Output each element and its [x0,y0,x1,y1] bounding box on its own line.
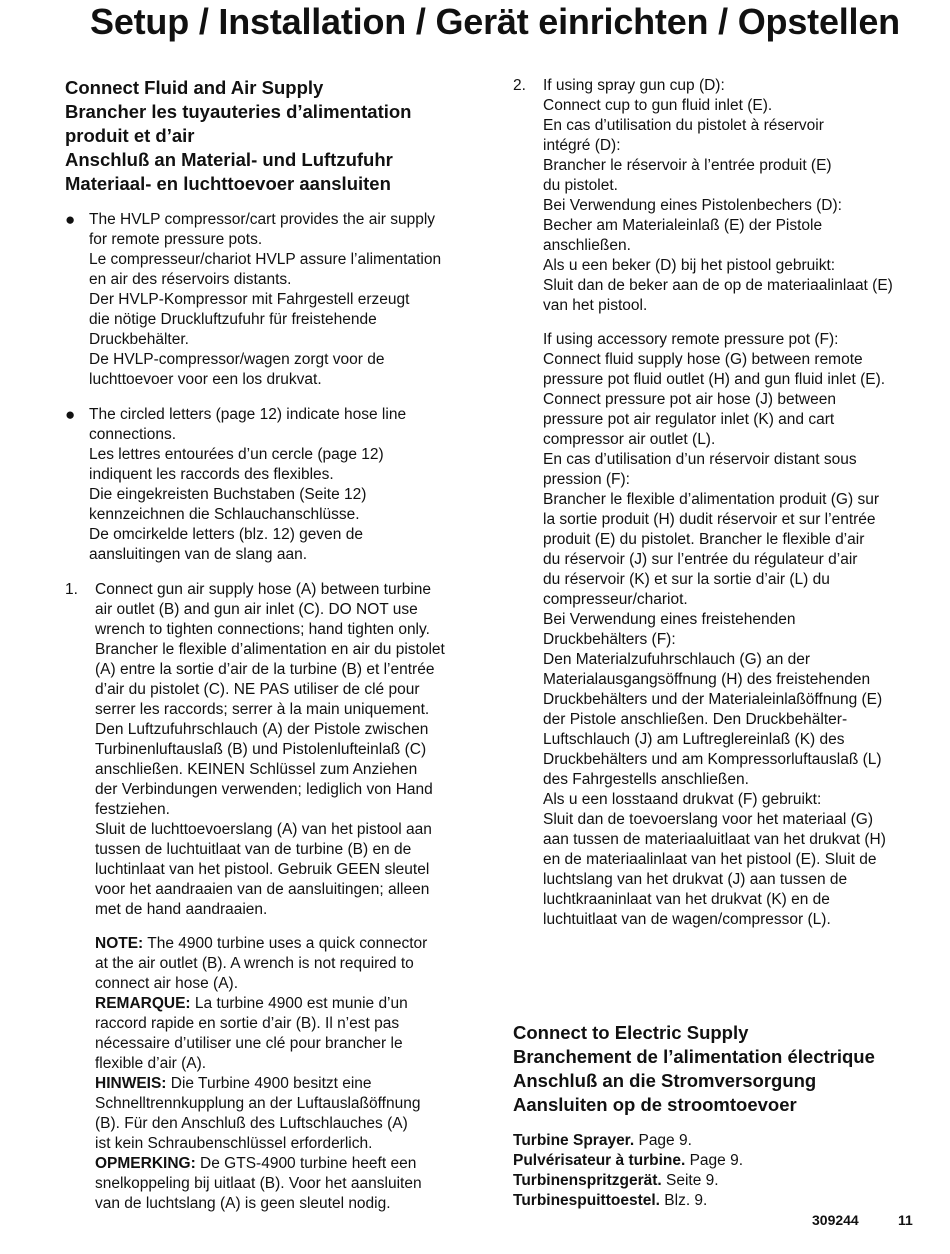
heading-line: Branchement de l’alimentation électrique [513,1046,875,1067]
text-line: snelkoppeling bij uitlaat (B). Voor het aansluiten [95,1175,422,1192]
text-line: pressure pot fluid outlet (H) and gun fluid inlet (E). [543,371,886,388]
text-line: Brancher le flexible d’alimentation en air du pistolet [95,641,445,658]
text-line: De omcirkelde letters (blz. 12) geven de [89,526,363,543]
text-line: If using spray gun cup (D): [543,77,725,94]
ref-label: Turbinespuittoestel. [513,1192,660,1209]
bullet-icon: ● [65,405,76,424]
text-line: Schnelltrennkupplung an der Luftauslaßöffnung [95,1095,421,1112]
note-label: OPMERKING: [95,1155,196,1172]
text-line: Le compresseur/chariot HVLP assure l’alimentation [89,251,442,268]
text-line: du pistolet. [543,177,618,194]
heading-line: Connect Fluid and Air Supply [65,77,324,98]
text-line: voor het aandraaien van de aansluitingen; alleen [95,881,430,898]
note-block [95,934,480,1214]
heading-line: Anschluß an die Stromversorgung [513,1070,817,1091]
text-line: Druckbehälters und am Kompressorluftauslaß (L) [543,751,882,768]
note-text: La turbine 4900 est munie d’un [190,995,408,1012]
text-line: luchtkraaninlaat van het drukvat (K) en de [543,891,830,908]
text-line: compresseur/chariot. [543,591,688,608]
bullet-item-circled-letters [65,405,480,565]
text-line: des Fahrgestells anschließen. [543,771,749,788]
text-line: serrer les raccords; serrer à la main uniquement. [95,701,430,718]
text-line: raccord rapide en sortie d’air (B). Il n’est pas [95,1015,400,1032]
text-line: compressor air outlet (L). [543,431,716,448]
text-line: en de materiaalinlaat van het pistool (E). Sluit de [543,851,877,868]
left-column [65,76,480,1228]
text-line: If using accessory remote pressure pot (F): [543,331,839,348]
text-line: The HVLP compressor/cart provides the air supply [89,211,436,228]
text-line: Les lettres entourées d’un cercle (page 12) [89,446,384,463]
heading-line: Brancher les tuyauteries d’alimentation [65,101,412,122]
text-line: Druckbehälters (F): [543,631,676,648]
ref-page: Page 9. [685,1152,744,1169]
heading-line: Materiaal- en luchttoevoer aansluiten [65,173,391,194]
text-line: luchtslang van het drukvat (J) aan tussen de [543,871,848,888]
text-line: flexible d’air (A). [95,1055,207,1072]
heading-line: Anschluß an Material- und Luftzufuhr [65,149,393,170]
text-line: anschließen. [543,237,631,254]
text-line: Connect pressure pot air hose (J) between [543,391,836,408]
note-en [95,934,480,954]
note-label: REMARQUE: [95,995,191,1012]
text-line: luchtuitlaat van de wagen/compressor (L). [543,911,831,928]
ref-label: Pulvérisateur à turbine. [513,1152,686,1169]
text-line: Luftschlauch (J) am Luftreglereinlaß (K) des [543,731,845,748]
text-line: Sluit dan de toevoerslang voor het materiaal (G) [543,811,873,828]
page-title: Setup / Installation / Gerät einrichten / Opstellen [90,1,900,42]
text-line: The circled letters (page 12) indicate hose line [89,406,407,423]
step-1 [65,580,480,1214]
ref-label: Turbinenspritzgerät. [513,1172,662,1189]
step-number: 2. [513,77,526,94]
text-line: Den Materialzufuhrschlauch (G) an der [543,651,811,668]
text-line: Der HVLP-Kompressor mit Fahrgestell erzeugt [89,291,410,308]
text-line: (B). Für den Anschluß des Luftschlauches (A) [95,1115,408,1132]
text-line: la sortie produit (H) dudit réservoir et sur l’entrée [543,511,876,528]
page-number: 11 [898,1212,913,1228]
text-line: Bei Verwendung eines freistehenden [543,611,796,628]
text-line: du réservoir (K) et sur la sortie d’air (L) du [543,571,830,588]
text-line: met de hand aandraaien. [95,901,268,918]
text-line: indiquent les raccords des flexibles. [89,466,334,483]
turbine-ref-de [513,1171,928,1191]
text-line: at the air outlet (B). A wrench is not required to [95,955,414,972]
note-de [95,1074,480,1094]
text-line: ist kein Schraubenschlüssel erforderlich. [95,1135,373,1152]
heading-line: Connect to Electric Supply [513,1022,749,1043]
text-line: nécessaire d’utiliser une clé pour brancher le [95,1035,403,1052]
turbine-ref-en [513,1131,928,1151]
text-line: van het pistool. [543,297,648,314]
ref-label: Turbine Sprayer. [513,1132,635,1149]
text-line: Connect gun air supply hose (A) between turbine [95,581,432,598]
note-text: Die Turbine 4900 besitzt eine [166,1075,372,1092]
heading-line: Aansluiten op de stroomtoevoer [513,1094,797,1115]
text-line: Brancher le flexible d’alimentation produit (G) sur [543,491,879,508]
turbine-ref-fr [513,1151,928,1171]
document-number: 309244 [812,1212,859,1228]
text-line: der Verbindungen verwenden; lediglich von Hand [95,781,433,798]
bullet-item-compressor [65,210,480,390]
right-column [513,76,928,944]
electric-heading [513,1021,928,1117]
text-line: luchttoevoer voor een los drukvat. [89,371,322,388]
text-line: produit (E) du pistolet. Brancher le flexible d’air [543,531,865,548]
text-line: aansluitingen van de slang aan. [89,546,308,563]
note-text: The 4900 turbine uses a quick connector [143,935,428,952]
ref-page: Page 9. [634,1132,692,1149]
text-line: pression (F): [543,471,630,488]
text-line: Connect cup to gun fluid inlet (E). [543,97,773,114]
note-label: NOTE: [95,935,144,952]
text-line: Materialausgangsöffnung (H) des freistehenden [543,671,871,688]
text-line: De HVLP-compressor/wagen zorgt voor de [89,351,385,368]
note-label: HINWEIS: [95,1075,167,1092]
text-line: Die eingekreisten Buchstaben (Seite 12) [89,486,367,503]
text-line: der Pistole anschließen. Den Druckbehälter- [543,711,848,728]
text-line: (A) entre la sortie d’air de la turbine (B) et l’entrée [95,661,435,678]
text-line: Den Luftzufuhrschlauch (A) der Pistole zwischen [95,721,429,738]
text-line: Druckbehälters und der Materialeinlaßöffnung (E) [543,691,883,708]
text-line: wrench to tighten connections; hand tighten only. [95,621,430,638]
text-line: Becher am Materialeinlaß (E) der Pistole [543,217,823,234]
text-line: Druckbehälter. [89,331,189,348]
text-line: Brancher le réservoir à l’entrée produit (E) [543,157,832,174]
text-line: connections. [89,426,177,443]
fluid-air-heading [65,76,480,196]
text-line: anschließen. KEINEN Schlüssel zum Anziehen [95,761,418,778]
text-line: Sluit de luchttoevoerslang (A) van het pistool aan [95,821,432,838]
text-line: luchtinlaat van het pistool. Gebruik GEEN sleutel [95,861,430,878]
note-nl [95,1154,480,1174]
text-line: Als u een beker (D) bij het pistool gebruikt: [543,257,836,274]
heading-line: produit et d’air [65,125,195,146]
text-line: Sluit dan de beker aan de op de materiaalinlaat (E) [543,277,893,294]
text-line: Bei Verwendung eines Pistolenbechers (D): [543,197,842,214]
note-text: De GTS-4900 turbine heeft een [195,1155,417,1172]
text-line: van de luchtslang (A) is geen sleutel nodig. [95,1195,391,1212]
text-line: du réservoir (J) sur l’entrée du régulateur d’air [543,551,858,568]
ref-page: Blz. 9. [659,1192,708,1209]
text-line: kennzeichnen die Schlauchanschlüsse. [89,506,360,523]
text-line: die nötige Druckluftzufuhr für freistehende [89,311,377,328]
text-line: festziehen. [95,801,170,818]
electric-supply-section [513,1021,928,1211]
text-line: tussen de luchtuitlaat van de turbine (B) en de [95,841,412,858]
note-fr [95,994,480,1014]
text-line: En cas d’utilisation d’un réservoir distant sous [543,451,857,468]
text-line: Connect fluid supply hose (G) between remote [543,351,863,368]
text-line: connect air hose (A). [95,975,239,992]
step-number: 1. [65,581,78,598]
text-line: for remote pressure pots. [89,231,263,248]
bullet-icon: ● [65,210,76,229]
text-line: air outlet (B) and gun air inlet (C). DO NOT use [95,601,418,618]
text-line: pressure pot air regulator inlet (K) and cart [543,411,835,428]
turbine-ref-nl [513,1191,928,1211]
text-line: en air des réservoirs distants. [89,271,292,288]
step-2 [513,76,928,930]
text-line: Als u een losstaand drukvat (F) gebruikt: [543,791,822,808]
text-line: d’air du pistolet (C). NE PAS utiliser de clé pour [95,681,420,698]
ref-page: Seite 9. [661,1172,719,1189]
text-line: intégré (D): [543,137,621,154]
text-line: En cas d’utilisation du pistolet à réservoir [543,117,824,134]
pressure-pot-instructions [543,330,928,930]
text-line: Turbinenluftauslaß (B) und Pistolenlufteinlaß (C) [95,741,427,758]
text-line: aan tussen de materiaaluitlaat van het drukvat (H) [543,831,886,848]
